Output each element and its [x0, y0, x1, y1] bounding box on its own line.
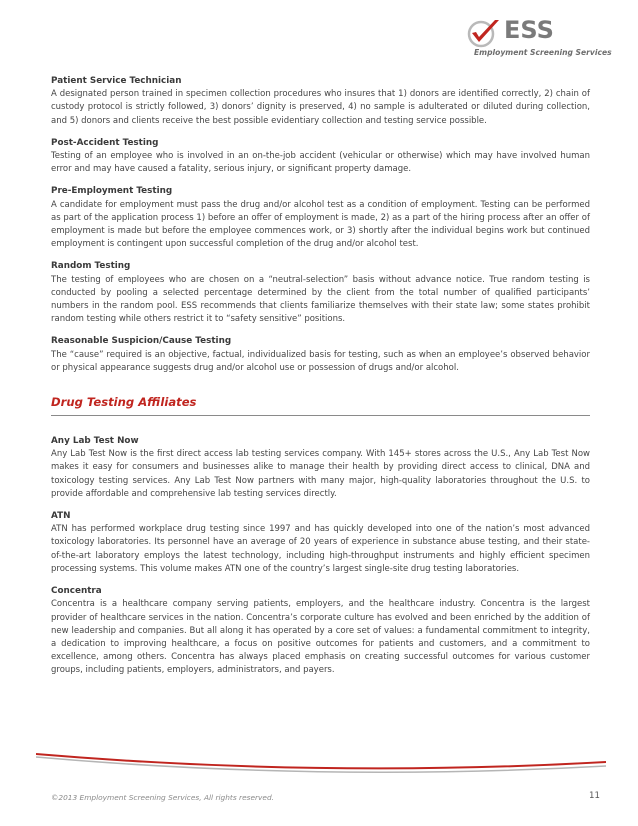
- footer-swoosh-divider: [36, 752, 606, 792]
- logo-brand-text: ESS: [504, 16, 554, 44]
- affiliate-description: ATN has performed workplace drug testing since 1997 and has quickly developed into one of the nation’s most advanced toxicology laboratories. Its personnel have an average of 20 years of experience in substance abuse testing, and their state-of-the-art laboratory employs the latest technology, including high-throughput instruments and highly efficient specimen processing systems. This volume makes ATN one of the country’s largest single-site drug testing laboratories.: [51, 524, 590, 574]
- footer-copyright: ©2013 Employment Screening Services, All rights reserved.: [51, 793, 275, 802]
- page-number: 11: [589, 791, 600, 801]
- definition-term: Pre-Employment Testing: [51, 186, 173, 197]
- company-logo: [466, 16, 616, 64]
- logo-tagline: Employment Screening Services: [474, 48, 612, 57]
- definition-entry: [51, 335, 590, 375]
- ess-checkmark-logo-icon: [466, 18, 502, 48]
- definition-entry: [51, 137, 590, 177]
- definition-entry: [51, 185, 590, 251]
- affiliate-entry: [51, 435, 590, 501]
- affiliate-entry: [51, 585, 590, 677]
- definition-entry: [51, 75, 590, 128]
- affiliate-name: ATN: [51, 511, 71, 522]
- definition-term: Random Testing: [51, 261, 131, 272]
- affiliate-description: Concentra is a healthcare company serving patients, employers, and the healthcare industry. Concentra is the largest provider of healthcare services in the nation. Concentra’s corporate culture has evolved and been enriched by the addition of new leadership and companies. But all along it has operated by a core set of values: a fundamental commitment to integrity, a dedication to improving healthcare, a focus on positive outcomes for patients and customers, and a commitment to excellence, among others. Concentra has always placed emphasis on creating successful outcomes for various customer groups, including patients, employers, administrators, and payers.: [51, 599, 590, 676]
- definition-text: The testing of employees who are chosen on a “neutral-selection” basis without advance notice. True random testing is conducted by pooling a selected percentage determined by the client from the total number of qualified participants’ numbers in the random pool. ESS recommends that clients familiarize themselves with their state law; some states prohibit random testing while others restrict it to “safety sensitive” positions.: [51, 274, 590, 325]
- definition-text: A designated person trained in specimen collection procedures who insures that 1) donors are identified correctly, 2) chain of custody protocol is strictly followed, 3) donors’ dignity is preserved, 4) no sample is adulterated or diluted during collection, and 5) donors and clients receive the best possible evidentiary collection and testing service possible.: [51, 89, 590, 126]
- section-heading-drug-testing-affiliates: Drug Testing Affiliates: [51, 395, 590, 416]
- definition-term: Reasonable Suspicion/Cause Testing: [51, 336, 232, 347]
- affiliate-entry: [51, 510, 590, 576]
- definition-text: The “cause” required is an objective, factual, individualized basis for testing, such as when an employee’s observed behavior or physical appearance suggests drug and/or alcohol use or possession of drugs and/or alcohol.: [51, 349, 590, 373]
- affiliate-name: Concentra: [51, 586, 102, 597]
- document-body: [51, 75, 590, 687]
- affiliate-description: Any Lab Test Now is the first direct access lab testing services company. With 145+ stores across the U.S., Any Lab Test Now makes it easy for consumers and businesses alike to manage their health by providing direct access to clinical, DNA and toxicology testing services. Any Lab Test Now partners with many major, high-quality laboratories throughout the U.S. to provide affordable and comprehensive lab testing services directly.: [51, 449, 590, 499]
- definition-term: Post-Accident Testing: [51, 137, 159, 148]
- definition-text: Testing of an employee who is involved in an on-the-job accident (vehicular or otherwise) which may have involved human error and may have caused a fatality, serious injury, or significant property damage.: [51, 151, 590, 175]
- definition-term: Patient Service Technician: [51, 76, 182, 86]
- definition-text: A candidate for employment must pass the drug and/or alcohol test as a condition of employment. Testing can be performed as part of the application process 1) before an offer of employment is made, 2) as a part of the hiring process after an offer of employment is made but before the employee commences work, or 3) shortly after the individual begins work but continued employment is contingent upon successful completion of the drug and/or alcohol test.: [51, 199, 590, 250]
- definition-entry: [51, 260, 590, 326]
- affiliate-name: Any Lab Test Now: [51, 436, 139, 447]
